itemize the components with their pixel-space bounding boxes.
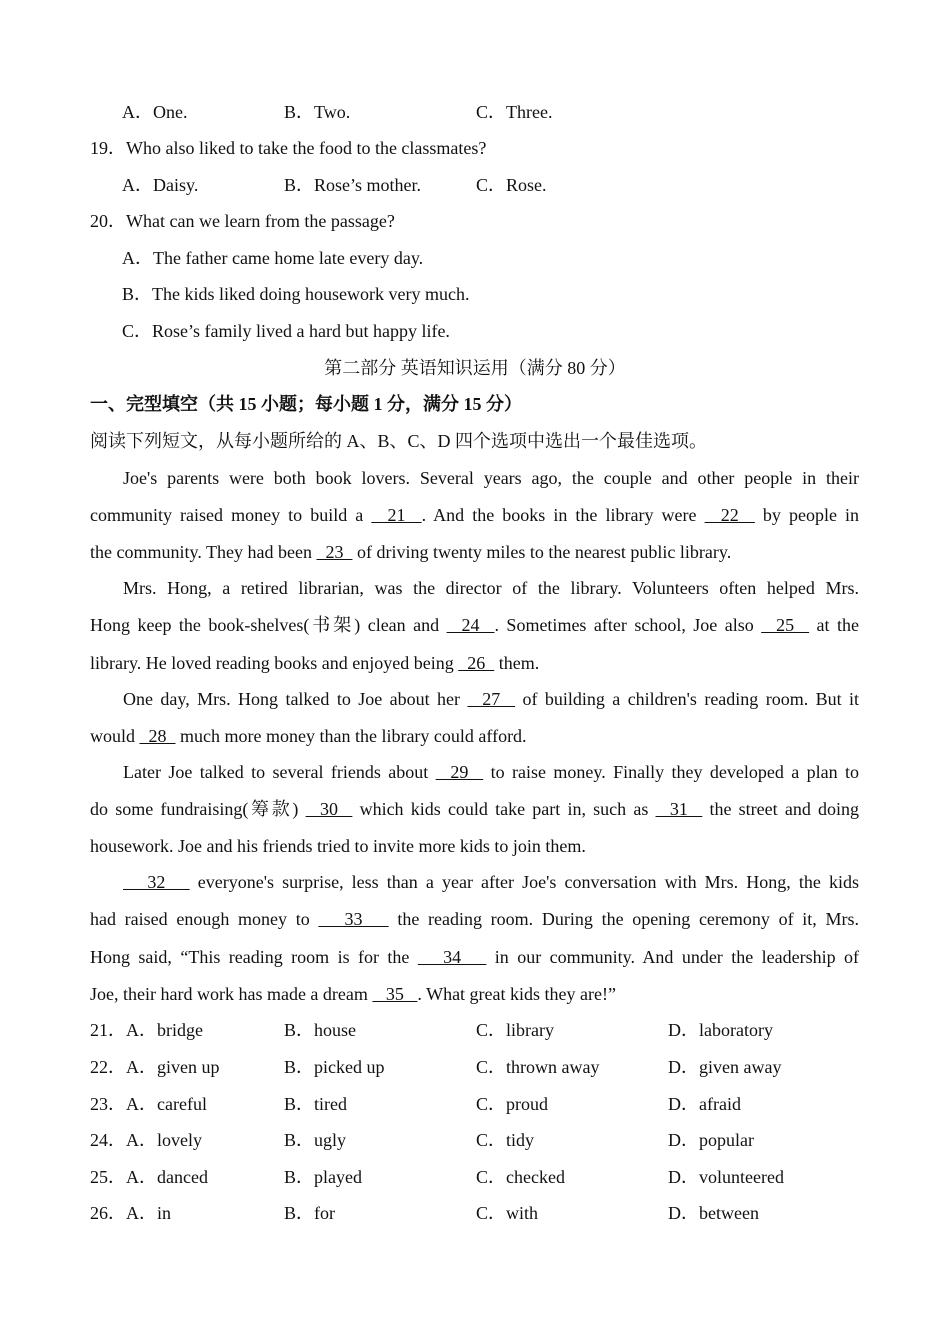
passage-line: Hong keep the book-shelves(书架) clean and 24 . Sometimes after school, Joe also 25 at the <box>90 615 860 635</box>
choice-25-c: C．checked <box>476 1167 565 1187</box>
passage-line: housework. Joe and his friends tried to invite more kids to join them. <box>90 836 586 856</box>
blank-34: 34 <box>417 947 487 967</box>
passage-line: had raised enough money to 33 the reading room. During the opening ceremony of it, Mrs. <box>90 909 859 929</box>
blank-33: 33 <box>318 909 389 929</box>
passage-line: do some fundraising(筹款) 30 which kids could take part in, such as 31 the street and doing <box>90 799 860 819</box>
q18-option-b: B．Two. <box>284 102 351 122</box>
blank-23: 23 <box>316 542 353 562</box>
choice-26-d: D．between <box>668 1203 759 1223</box>
passage-line: Mrs. Hong, a retired librarian, was the director of the library. Volunteers often helped Mrs. <box>123 578 859 598</box>
section1-title: 一、完型填空（共 15 小题；每小题 1 分，满分 15 分） <box>90 394 522 414</box>
q19-option-a: A．Daisy. <box>122 175 199 195</box>
blank-35: 35 <box>372 984 418 1004</box>
blank-28: 28 <box>139 726 176 746</box>
choice-22-b: B．picked up <box>284 1057 385 1077</box>
choice-26-a: 26．A．in <box>90 1203 171 1223</box>
q20-option-c: C．Rose’s family lived a hard but happy life. <box>122 321 450 341</box>
choice-22-d: D．given away <box>668 1057 782 1077</box>
q19-stem: 19．Who also liked to take the food to the classmates? <box>90 138 487 158</box>
choice-21-a: 21．A．bridge <box>90 1020 203 1040</box>
blank-25: 25 <box>761 615 810 635</box>
passage-line: Hong said, “This reading room is for the 34 in our community. And under the leadership of <box>90 947 860 967</box>
q20-option-b: B．The kids liked doing housework very much. <box>122 284 470 304</box>
choice-22-a: 22．A．given up <box>90 1057 220 1077</box>
q18-option-c: C．Three. <box>476 102 553 122</box>
passage-line: 32 everyone's surprise, less than a year after Joe's conversation with Mrs. Hong, the kids <box>123 872 859 892</box>
blank-27: 27 <box>467 689 516 709</box>
choice-23-d: D．afraid <box>668 1094 741 1114</box>
passage-line: Joe, their hard work has made a dream 35 . What great kids they are!” <box>90 984 616 1004</box>
blank-30: 30 <box>305 799 353 819</box>
passage-line: Later Joe talked to several friends about 29 to raise money. Finally they developed a plan to <box>123 762 859 782</box>
q18-option-a: A．One. <box>122 102 188 122</box>
blank-31: 31 <box>655 799 703 819</box>
choice-23-c: C．proud <box>476 1094 548 1114</box>
choice-25-a: 25．A．danced <box>90 1167 208 1187</box>
choice-24-a: 24．A．lovely <box>90 1130 202 1150</box>
passage-line: community raised money to build a 21 . And the books in the library were 22 by people in <box>90 505 860 525</box>
blank-22: 22 <box>704 505 755 525</box>
passage-line: One day, Mrs. Hong talked to Joe about her 27 of building a children's reading room. But it <box>123 689 860 709</box>
passage-line: would 28 much more money than the library could afford. <box>90 726 527 746</box>
choice-23-b: B．tired <box>284 1094 347 1114</box>
q20-stem: 20．What can we learn from the passage? <box>90 211 395 231</box>
blank-26: 26 <box>458 653 495 673</box>
choice-24-b: B．ugly <box>284 1130 347 1150</box>
choice-25-d: D．volunteered <box>668 1167 784 1187</box>
blank-24: 24 <box>446 615 495 635</box>
passage-line: Joe's parents were both book lovers. Several years ago, the couple and other people in their <box>123 468 859 488</box>
choice-21-b: B．house <box>284 1020 356 1040</box>
q19-option-c: C．Rose. <box>476 175 547 195</box>
choice-26-c: C．with <box>476 1203 539 1223</box>
q19-option-b: B．Rose’s mother. <box>284 175 422 195</box>
part2-title: 第二部分 英语知识运用（满分 80 分） <box>324 358 626 378</box>
choice-26-b: B．for <box>284 1203 335 1223</box>
choice-24-c: C．tidy <box>476 1130 535 1150</box>
q20-option-a: A．The father came home late every day. <box>122 248 424 268</box>
passage-line: library. He loved reading books and enjoyed being 26 them. <box>90 653 540 673</box>
choice-25-b: B．played <box>284 1167 362 1187</box>
instruction: 阅读下列短文，从每小题所给的 A、B、C、D 四个选项中选出一个最佳选项。 <box>90 431 708 451</box>
choice-21-d: D．laboratory <box>668 1020 773 1040</box>
blank-32: 32 <box>123 872 190 892</box>
choice-23-a: 23．A．careful <box>90 1094 207 1114</box>
choice-22-c: C．thrown away <box>476 1057 600 1077</box>
blank-21: 21 <box>371 505 422 525</box>
choice-24-d: D．popular <box>668 1130 754 1150</box>
passage-line: the community. They had been 23 of driving twenty miles to the nearest public library. <box>90 542 732 562</box>
choice-21-c: C．library <box>476 1020 554 1040</box>
blank-29: 29 <box>435 762 484 782</box>
